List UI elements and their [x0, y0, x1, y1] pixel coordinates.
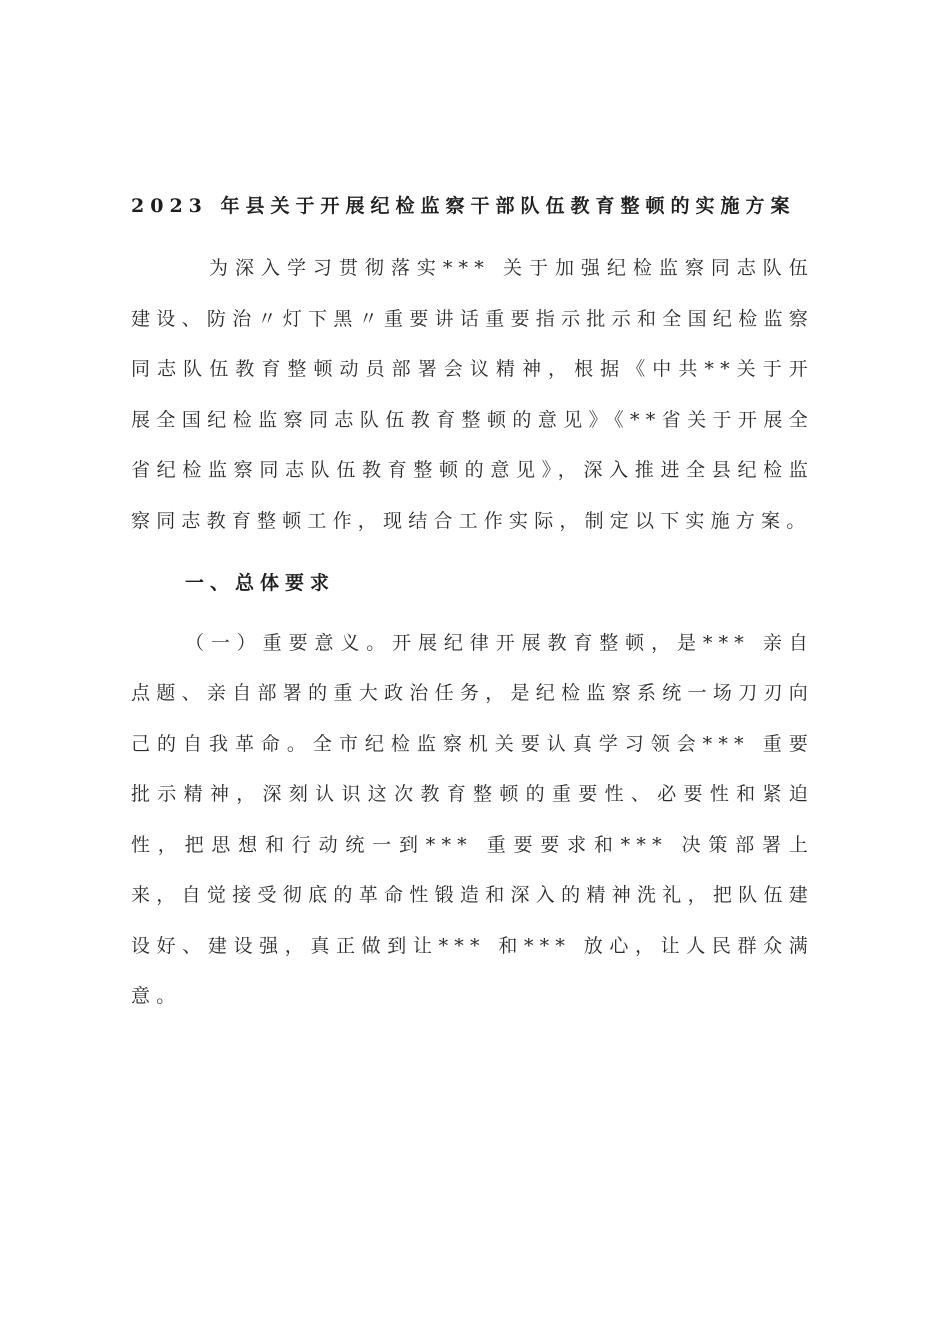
intro-paragraph: 为深入学习贯彻落实*** 关于加强纪检监察同志队伍建设、防治〃灯下黑〃重要讲话重要指示批示和全国纪检监察同志队伍教育整顿动员部署会议精神，根据《中共**关于开展全国纪检监察同志队伍教育整顿的意见》《**省关于开展全省纪检监察同志队伍教育整顿的意见》，深入推进全县纪检监察同志教育整顿工作，现结合工作实际，制定以下实施方案。 — [131, 257, 814, 532]
section-heading-general-requirements: 一、总体要求 — [185, 572, 336, 594]
document-title: 2023 年县关于开展纪检监察干部队伍教育整顿的实施方案 — [131, 195, 796, 217]
section-paragraph-significance: （一）重要意义。开展纪律开展教育整顿，是*** 亲自点题、亲自部署的重大政治任务，是纪检监察系统一场刀刃向己的自我革命。全市纪检监察机关要认真学习领会*** 重要批示精神，深刻认识这次教育整顿的重要性、必要性和紧迫性，把思想和行动统一到*** 重要要求和*** 决策部署上来，自觉接受彻底的革命性锻造和深入的精神洗礼，把队伍建设好、建设强，真正做到让*** 和*** 放心，让人民群众满意。 — [131, 631, 814, 1007]
document-body — [131, 188, 814, 1022]
